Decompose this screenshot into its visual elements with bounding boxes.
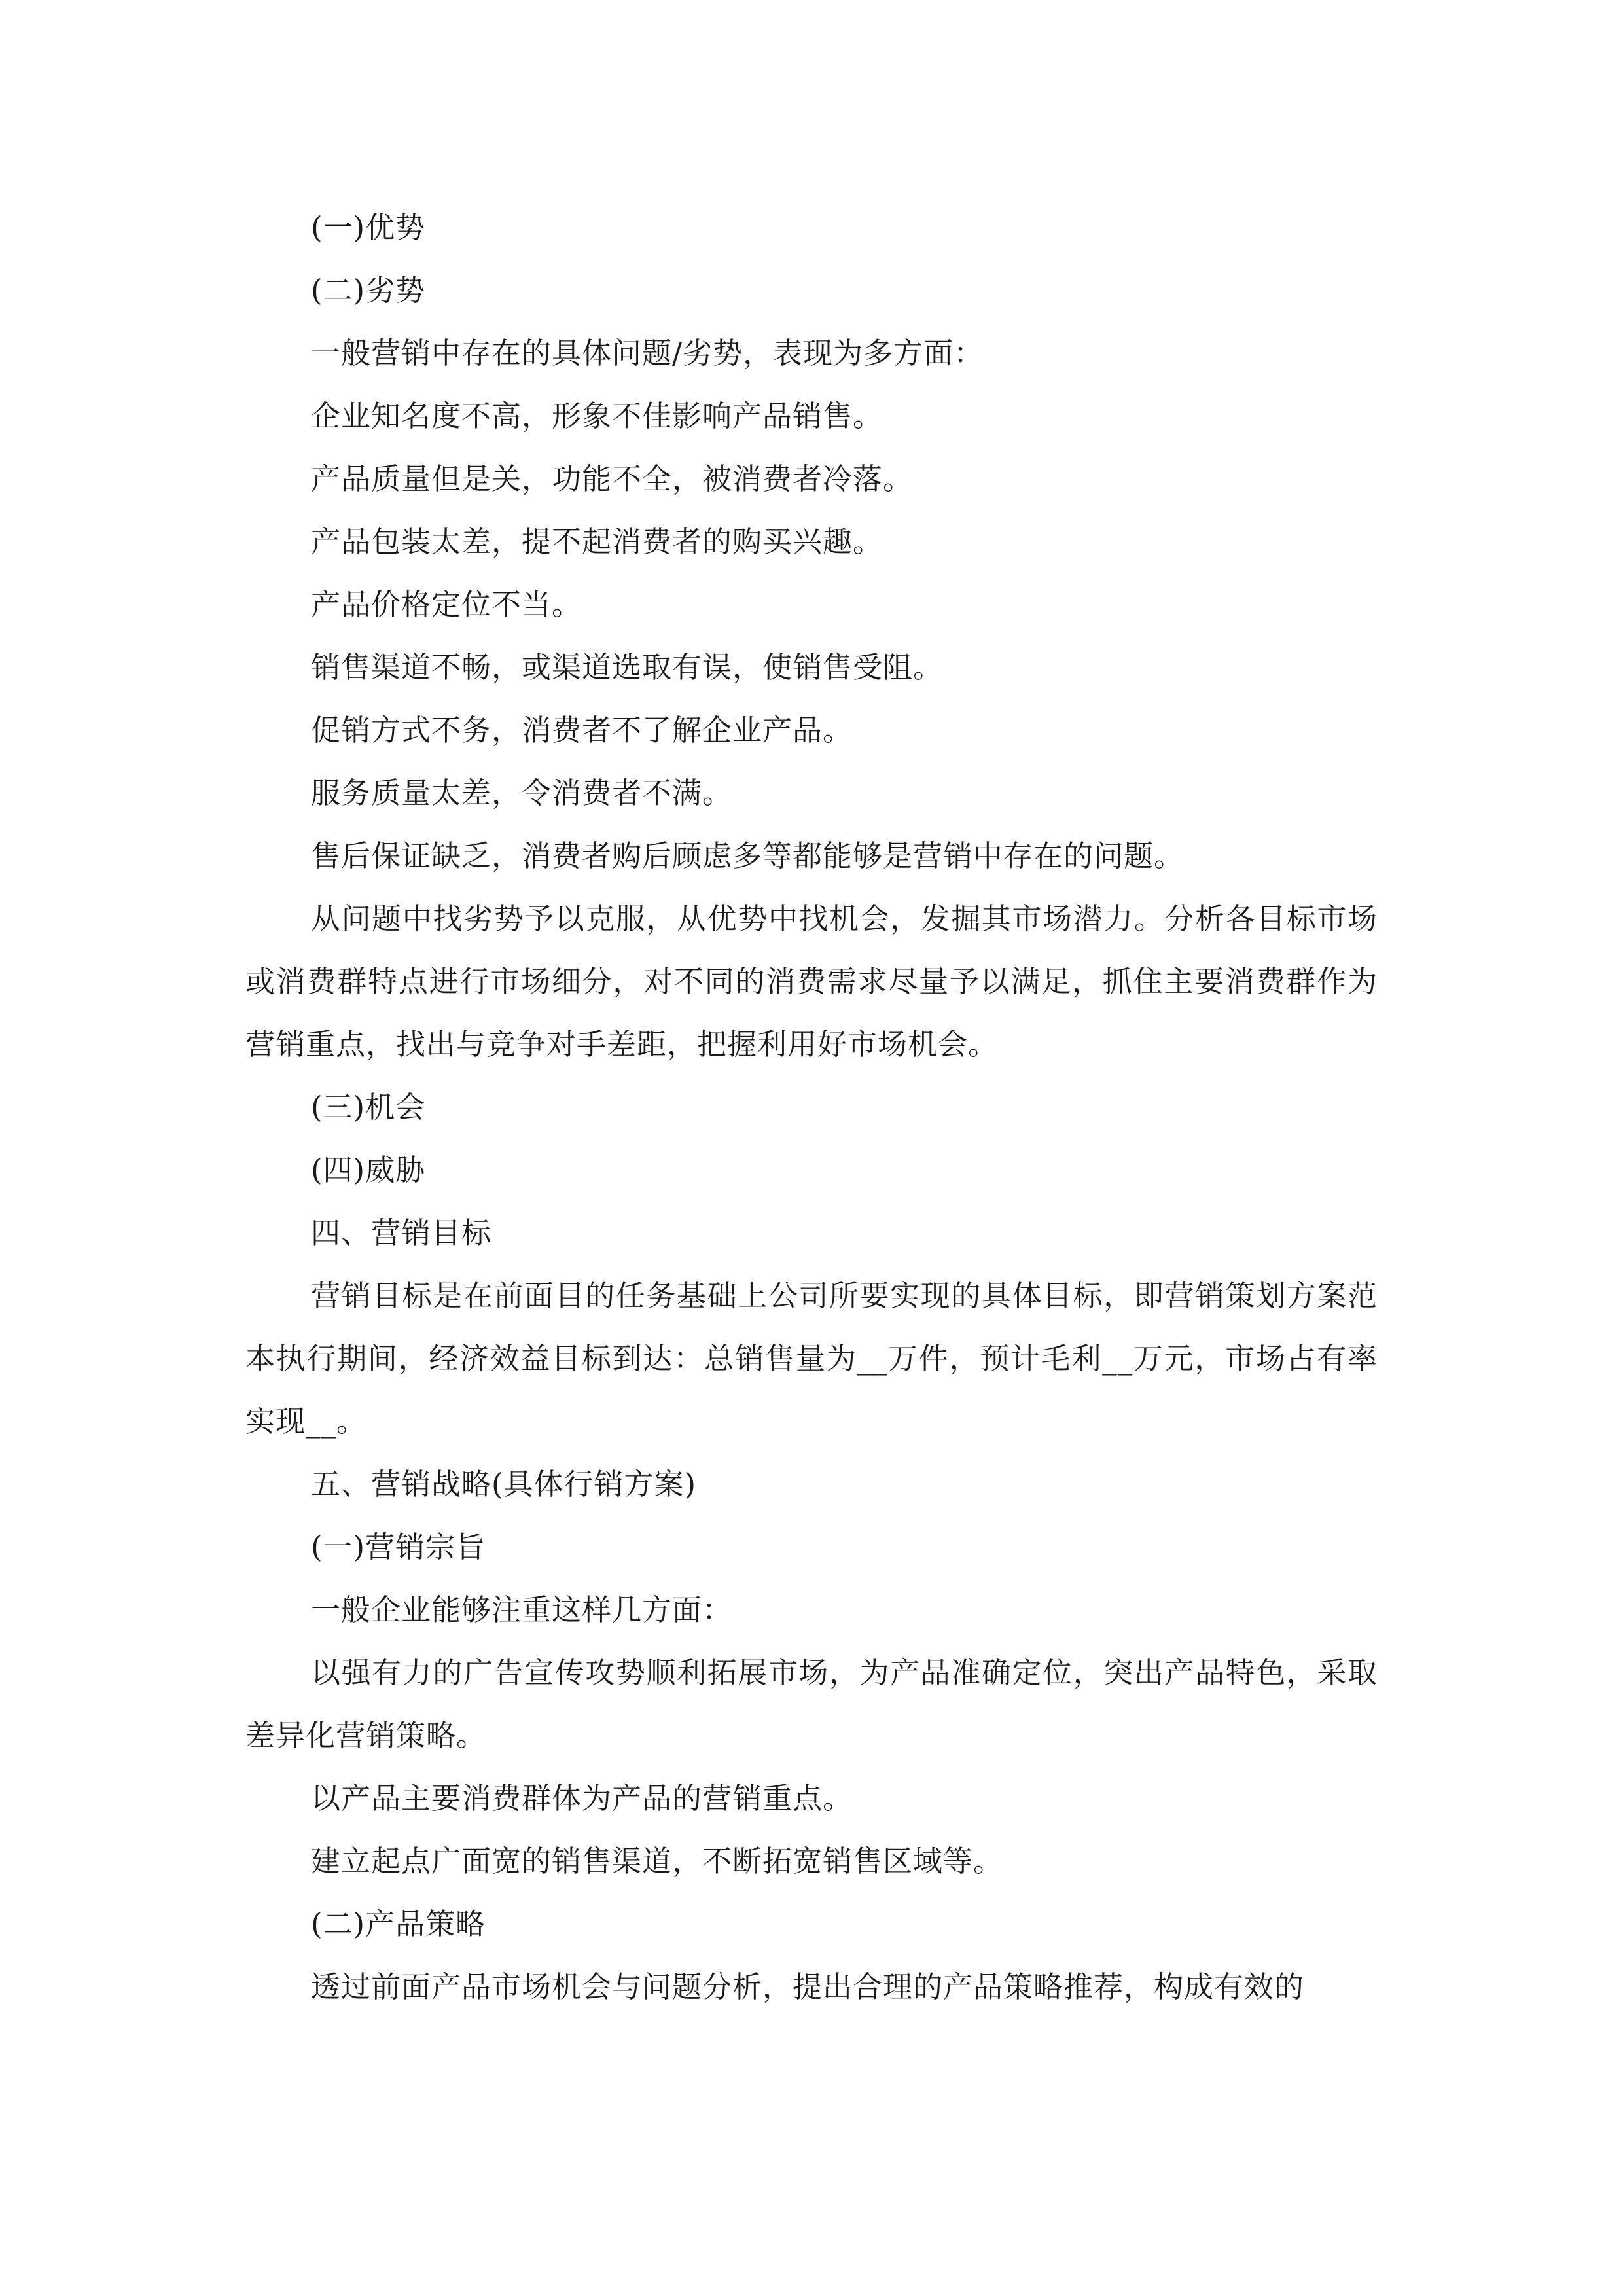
heading-advantages: (一)优势 (311, 210, 426, 245)
paragraph: 一般营销中存在的具体问题/劣势，表现为多方面： (311, 336, 984, 370)
paragraph: 一般企业能够注重这样几方面： (311, 1592, 733, 1627)
paragraph: 销售渠道不畅，或渠道选取有误，使销售受阻。 (311, 650, 944, 685)
paragraph: 营销目标是在前面目的任务基础上公司所要实现的具体目标，即营销策划方案范本执行期间，经济效益目标到达：总销售量为__万件，预计毛利__万元，市场占有率实现__。 (245, 1278, 1378, 1439)
heading-opportunities: (三)机会 (311, 1090, 426, 1124)
section-heading-marketing-strategy: 五、营销战略(具体行销方案) (311, 1467, 697, 1501)
paragraph: 促销方式不务，消费者不了解企业产品。 (311, 713, 853, 747)
paragraph: 售后保证缺乏，消费者购后顾虑多等都能够是营销中存在的问题。 (311, 838, 1185, 873)
paragraph: 透过前面产品市场机会与问题分析，提出合理的产品策略推荐，构成有效的 (311, 1969, 1305, 2004)
paragraph: 以强有力的广告宣传攻势顺利拓展市场，为产品准确定位，突出产品特色，采取差异化营销策略。 (245, 1655, 1378, 1753)
paragraph: 服务质量太差，令消费者不满。 (311, 776, 733, 810)
paragraph: 产品价格定位不当。 (311, 587, 582, 622)
heading-marketing-purpose: (一)营销宗旨 (311, 1530, 486, 1564)
paragraph: 产品质量但是关，功能不全，被消费者冷落。 (311, 461, 914, 496)
paragraph: 以产品主要消费群体为产品的营销重点。 (311, 1781, 853, 1816)
paragraph: 产品包装太差，提不起消费者的购买兴趣。 (311, 524, 883, 559)
section-heading-marketing-goals: 四、营销目标 (311, 1215, 492, 1250)
paragraph: 建立起点广面宽的销售渠道，不断拓宽销售区域等。 (311, 1844, 1004, 1878)
document-body (245, 196, 1378, 2018)
heading-threats: (四)威胁 (311, 1153, 426, 1187)
heading-product-strategy: (二)产品策略 (311, 1907, 486, 1941)
paragraph: 从问题中找劣势予以克服，从优势中找机会，发掘其市场潜力。分析各目标市场或消费群特点进行市场细分，对不同的消费需求尽量予以满足，抓住主要消费群作为营销重点，找出与竞争对手差距，把握利用好市场机会。 (245, 901, 1378, 1062)
heading-disadvantages: (二)劣势 (311, 273, 426, 308)
paragraph: 企业知名度不高，形象不佳影响产品销售。 (311, 399, 883, 433)
